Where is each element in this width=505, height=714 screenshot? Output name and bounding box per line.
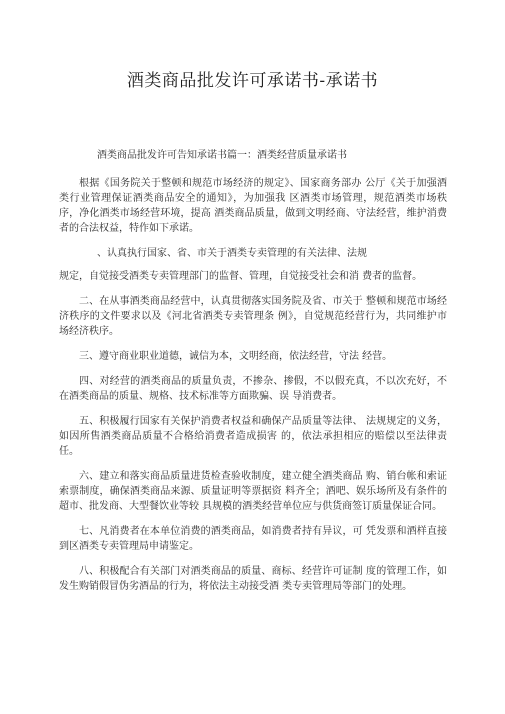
item-one-heading: 、认真执行国家、省、市关于酒类专卖管理的有关法律、法规 bbox=[97, 248, 367, 259]
item-one-continuation: 规定，自觉接受酒类专卖管理部门的监督、管理，自觉接受社会和消 费者的监督。 bbox=[59, 271, 423, 282]
item-seven-paragraph: 七、凡消费者在本单位消费的酒类商品，如消费者持有异议，可 凭发票和酒样直接到区酒类专卖管理局申请鉴定。 bbox=[59, 526, 447, 552]
item-five-paragraph: 五、积极履行国家有关保护消费者权益和确保产品质量等法律、 法规规定的义务，如因所售酒类商品质量不合格给消费者造成损害 的，依法承担相应的赔偿以至法律责任。 bbox=[59, 416, 447, 457]
item-four-paragraph: 四、对经营的酒类商品的质量负责，不掺杂、掺假，不以假充真，不以次充好，不在酒类商品的质量、规格、技术标准等方面欺骗、误 导消费者。 bbox=[59, 376, 447, 402]
item-three-paragraph: 三、遵守商业职业道德，诚信为本，文明经商，依法经营，守法 经营。 bbox=[79, 351, 393, 362]
subtitle-paragraph: 酒类商品批发许可告知承诺书篇一：酒类经营质量承诺书 bbox=[97, 150, 347, 161]
item-two-paragraph: 二、在从事酒类商品经营中，认真贯彻落实国务院及省、市关于 整顿和规范市场经济秩序的文件要求以及《河北省酒类专卖管理条 例》，自觉规范经营行为，共同维护市场经济秩序。 bbox=[59, 296, 447, 337]
item-six-paragraph: 六、建立和落实商品质量进货检查验收制度，建立健全酒类商品 购、销台帐和索证索票制度，确保酒类商品来源、质量证明等票据资 料齐全；酒吧、娱乐场所及有条件的超市、批发商、大型餐饮业等较 具规模的酒类经营单位应与供货商签订质量保证合同。 bbox=[59, 471, 447, 512]
document-body bbox=[59, 148, 447, 604]
document-title: 酒类商品批发许可承诺书-承诺书 bbox=[126, 71, 379, 91]
item-eight-paragraph: 八、积极配合有关部门对酒类商品的质量、商标、经营许可证制 度的管理工作，如发生购销假冒伪劣酒品的行为，将依法主动接受酒 类专卖管理局等部门的处理。 bbox=[59, 566, 447, 592]
intro-paragraph: 根据《国务院关于整顿和规范市场经济的规定》、国家商务部办 公厅《关于加强酒类行业管理保证酒类商品安全的通知》，为加强我 区酒类市场管理，规范酒类市场秩序，净化酒类市场经营环境，提高 酒类商品质量，做到文明经商、守法经营，维护消费者的合法权益，特作如下承诺。 bbox=[59, 178, 447, 234]
